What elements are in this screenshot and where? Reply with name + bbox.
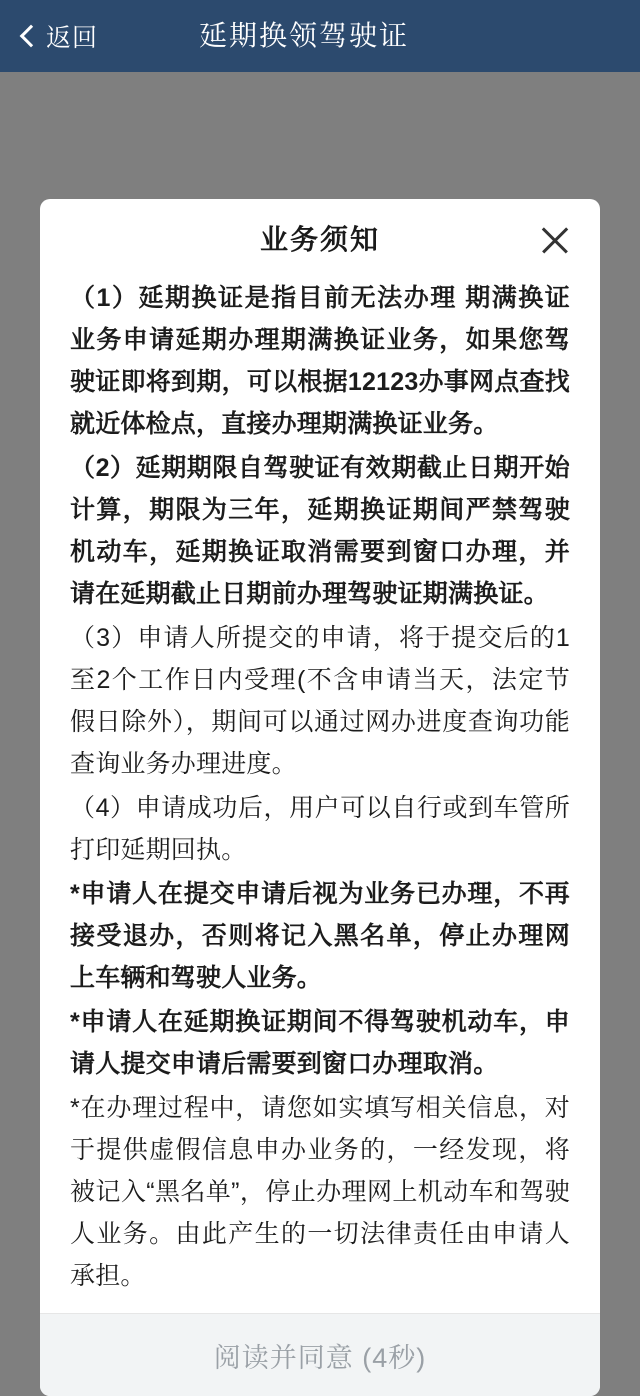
dialog-header [40, 199, 600, 277]
notice-paragraph-2: （2）延期期限自驾驶证有效期截止日期开始计算，期限为三年，延期换证期间严禁驾驶机动车，延期换证取消需要到窗口办理，并请在延期截止日期前办理驾驶证期满换证。 [70, 454, 570, 608]
notice-paragraph-1: （1）延期换证是指目前无法办理 期满换证 业务申请延期办理期满换证业务，如果您驾驶证即将到期，可以根据12123办事网点查找就近体检点，直接办理期满换证业务。 [70, 284, 570, 438]
back-button[interactable] [16, 0, 106, 72]
read-and-agree-button[interactable]: 阅读并同意 (4秒) [40, 1314, 600, 1396]
notice-paragraph-5: *申请人在提交申请后视为业务已办理，不再接受退办，否则将记入黑名单，停止办理网上车辆和驾驶人业务。 [70, 880, 570, 992]
top-navigation-bar [0, 0, 640, 72]
page-title-text: 延期换领驾驶证 [198, 20, 409, 51]
notice-paragraph-4: （4）申请成功后，用户可以自行或到车管所打印延期回执。 [70, 794, 570, 864]
back-button-label: 返回 [46, 24, 99, 52]
notice-paragraph-6: *申请人在延期换证期间不得驾驶机动车，申请人提交申请后需要到窗口办理取消。 [70, 1008, 570, 1078]
notice-paragraph-3: （3）申请人所提交的申请，将于提交后的1至2个工作日内受理(不含申请当天，法定节假日除外），期间可以通过网办进度查询功能查询业务办理进度。 [70, 624, 570, 778]
dialog-body [40, 277, 600, 1313]
dialog-footer [40, 1313, 600, 1396]
chevron-left-icon [16, 25, 38, 47]
business-notice-dialog [40, 199, 600, 1396]
dialog-title: 业务须知 [259, 224, 380, 255]
close-icon[interactable] [536, 221, 574, 259]
notice-paragraph-7: *在办理过程中，请您如实填写相关信息，对于提供虚假信息申办业务的，一经发现，将被记入“黑名单”，停止办理网上机动车和驾驶人业务。由此产生的一切法律责任由申请人承担。 [70, 1094, 570, 1290]
